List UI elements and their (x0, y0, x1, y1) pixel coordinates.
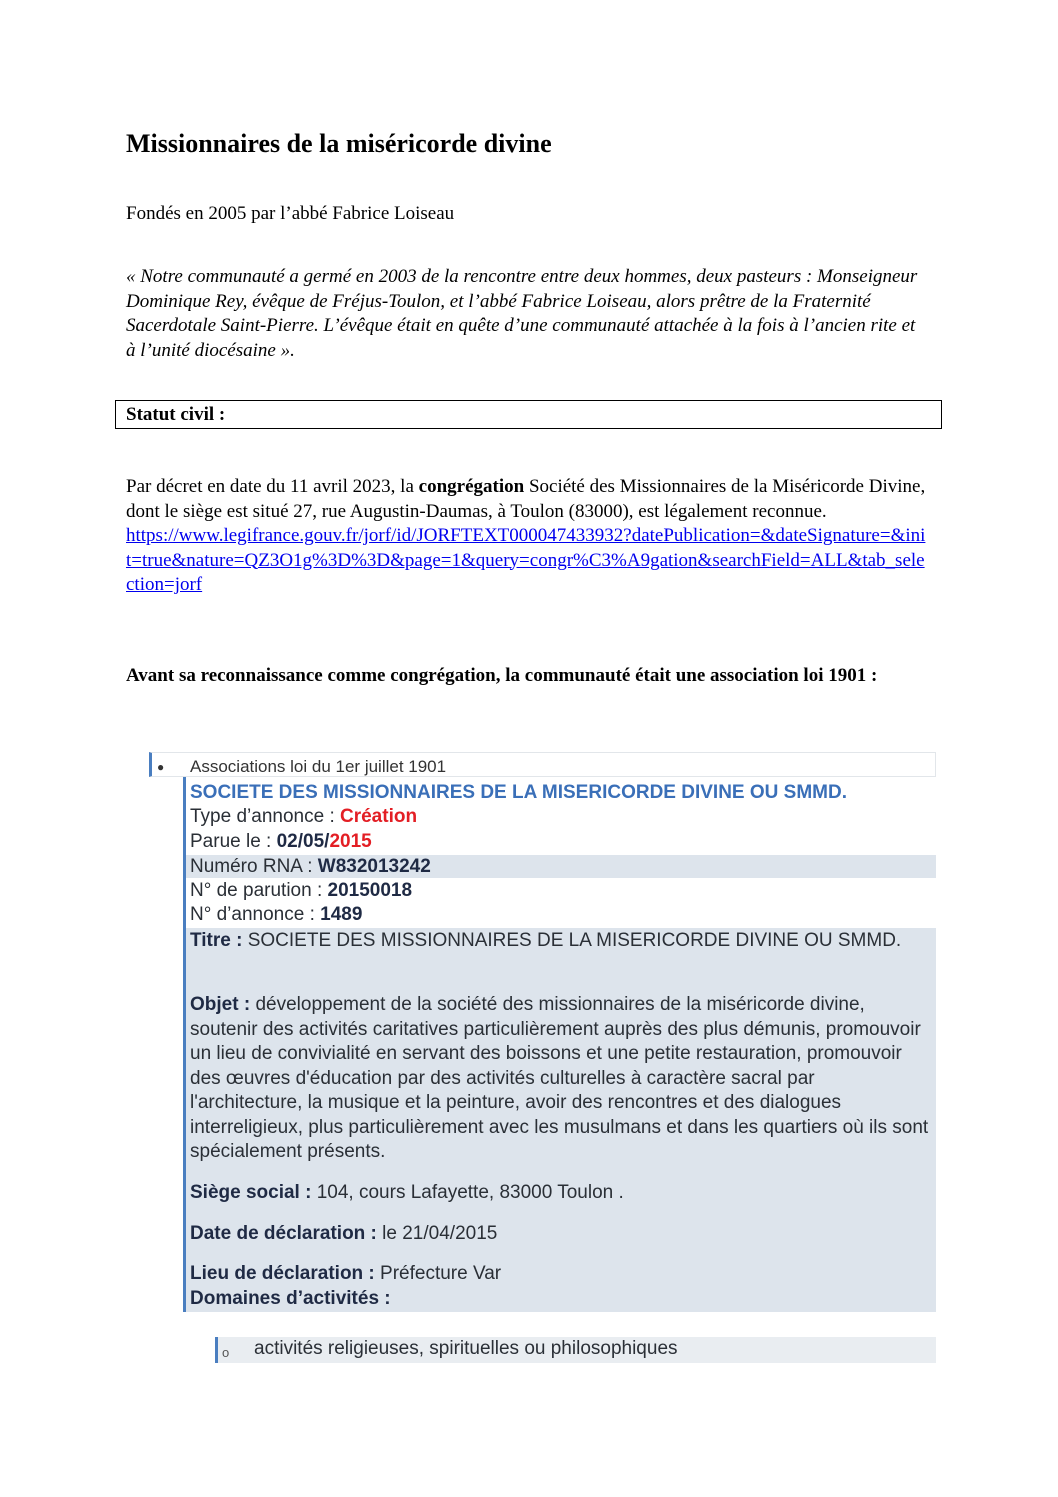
association-heading: Avant sa reconnaissance comme congrégation, la communauté était une association loi 1901 : (126, 665, 878, 686)
published-day-month: 02/05/ (276, 831, 330, 852)
parution-row (190, 879, 412, 904)
objet-label: Objet : (190, 994, 256, 1015)
founded-line: Fondés en 2005 par l’abbé Fabrice Loiseau (126, 203, 455, 224)
rna-value: W832013242 (317, 856, 431, 877)
decree-text-end: Société des Missionnaires de la Miséricorde Divine, dont le siège est situé 27, rue Augustin-Daumas, à Toulon (83000), est légalement reconnue. (126, 476, 926, 522)
legifrance-link[interactable]: https://www.legifrance.gouv.fr/jorf/id/JORFTEXT000047433932?datePublication=&dateSignature=&init=true&nature=QZ3O1g%3D%3D&page=1&query=congr%C3%A9gation&searchField=ALL&tab_selection=jorf (126, 525, 926, 595)
date-declaration-paragraph (190, 1222, 930, 1247)
lieu-declaration-label: Lieu de déclaration : (190, 1263, 381, 1284)
published-row (190, 830, 372, 855)
announcement-category: Associations loi du 1er juillet 1901 (190, 757, 447, 776)
announcement-name-text: SOCIETE DES MISSIONNAIRES DE LA MISERICORDE DIVINE OU SMMD. (190, 782, 847, 803)
siege-value: 104, cours Lafayette, 83000 Toulon . (316, 1182, 624, 1203)
domaines-paragraph (190, 1287, 930, 1312)
lieu-declaration-paragraph (190, 1262, 930, 1287)
bullet-icon: ● (157, 760, 165, 774)
decree-text-start: Par décret en date du 11 avril 2023, la (126, 476, 419, 497)
parution-label: N° de parution : (190, 880, 328, 901)
date-declaration-label: Date de déclaration : (190, 1223, 383, 1244)
date-declaration-value: le 21/04/2015 (382, 1223, 498, 1244)
decree-bold: congrégation (418, 476, 525, 497)
objet-paragraph (190, 993, 930, 1165)
type-label: Type d’annonce : (190, 806, 340, 827)
decree-paragraph (126, 475, 926, 598)
domaines-label: Domaines d’activités : (190, 1288, 391, 1309)
published-year: 2015 (329, 831, 372, 852)
announcement-name (190, 781, 847, 806)
annonce-row (190, 903, 362, 928)
titre-paragraph (190, 929, 930, 954)
type-value: Création (340, 806, 418, 827)
lieu-declaration-value: Préfecture Var (380, 1263, 502, 1284)
siege-label: Siège social : (190, 1182, 317, 1203)
published-label: Parue le : (190, 831, 277, 852)
titre-label: Titre : (190, 930, 248, 951)
siege-paragraph (190, 1181, 930, 1206)
page-title: Missionnaires de la miséricorde divine (126, 129, 552, 158)
type-row (190, 805, 417, 830)
domain-item: activités religieuses, spirituelles ou philosophiques (254, 1338, 678, 1359)
annonce-label: N° d’annonce : (190, 904, 321, 925)
circle-bullet-icon: o (222, 1345, 230, 1360)
titre-value: SOCIETE DES MISSIONNAIRES DE LA MISERICORDE DIVINE OU SMMD. (247, 930, 902, 951)
objet-value: développement de la société des missionnaires de la miséricorde divine, soutenir des activités caritatives particulièrement auprès des plus démunis, promouvoir un lieu de convivialité en servant des boissons et une petite restauration, promouvoir des œuvres d'éducation par des activités culturelles à caractère sacral par l'architecture, la musique et la peinture, avoir des rencontres et des dialogues interreligieux, plus particulièrement avec les musulmans et dans les quartiers où ils sont spécialement présents. (190, 994, 929, 1162)
parution-value: 20150018 (327, 880, 413, 901)
annonce-value: 1489 (320, 904, 363, 925)
rna-row (190, 855, 431, 880)
statut-civil-box (115, 400, 942, 429)
rna-label: Numéro RNA : (190, 856, 318, 877)
statut-civil-label: Statut civil : (126, 404, 226, 425)
quote-paragraph: « Notre communauté a germé en 2003 de la rencontre entre deux hommes, deux pasteurs : Monseigneur Dominique Rey, évêque de Fréjus-Toulon, et l’abbé Fabrice Loiseau, alors prêtre de la Fraternité Sacerdotale Saint-Pierre. L’évêque était en quête d’une communauté attachée à la fois à l’ancien rite et à l’unité diocésaine ». (126, 266, 918, 361)
